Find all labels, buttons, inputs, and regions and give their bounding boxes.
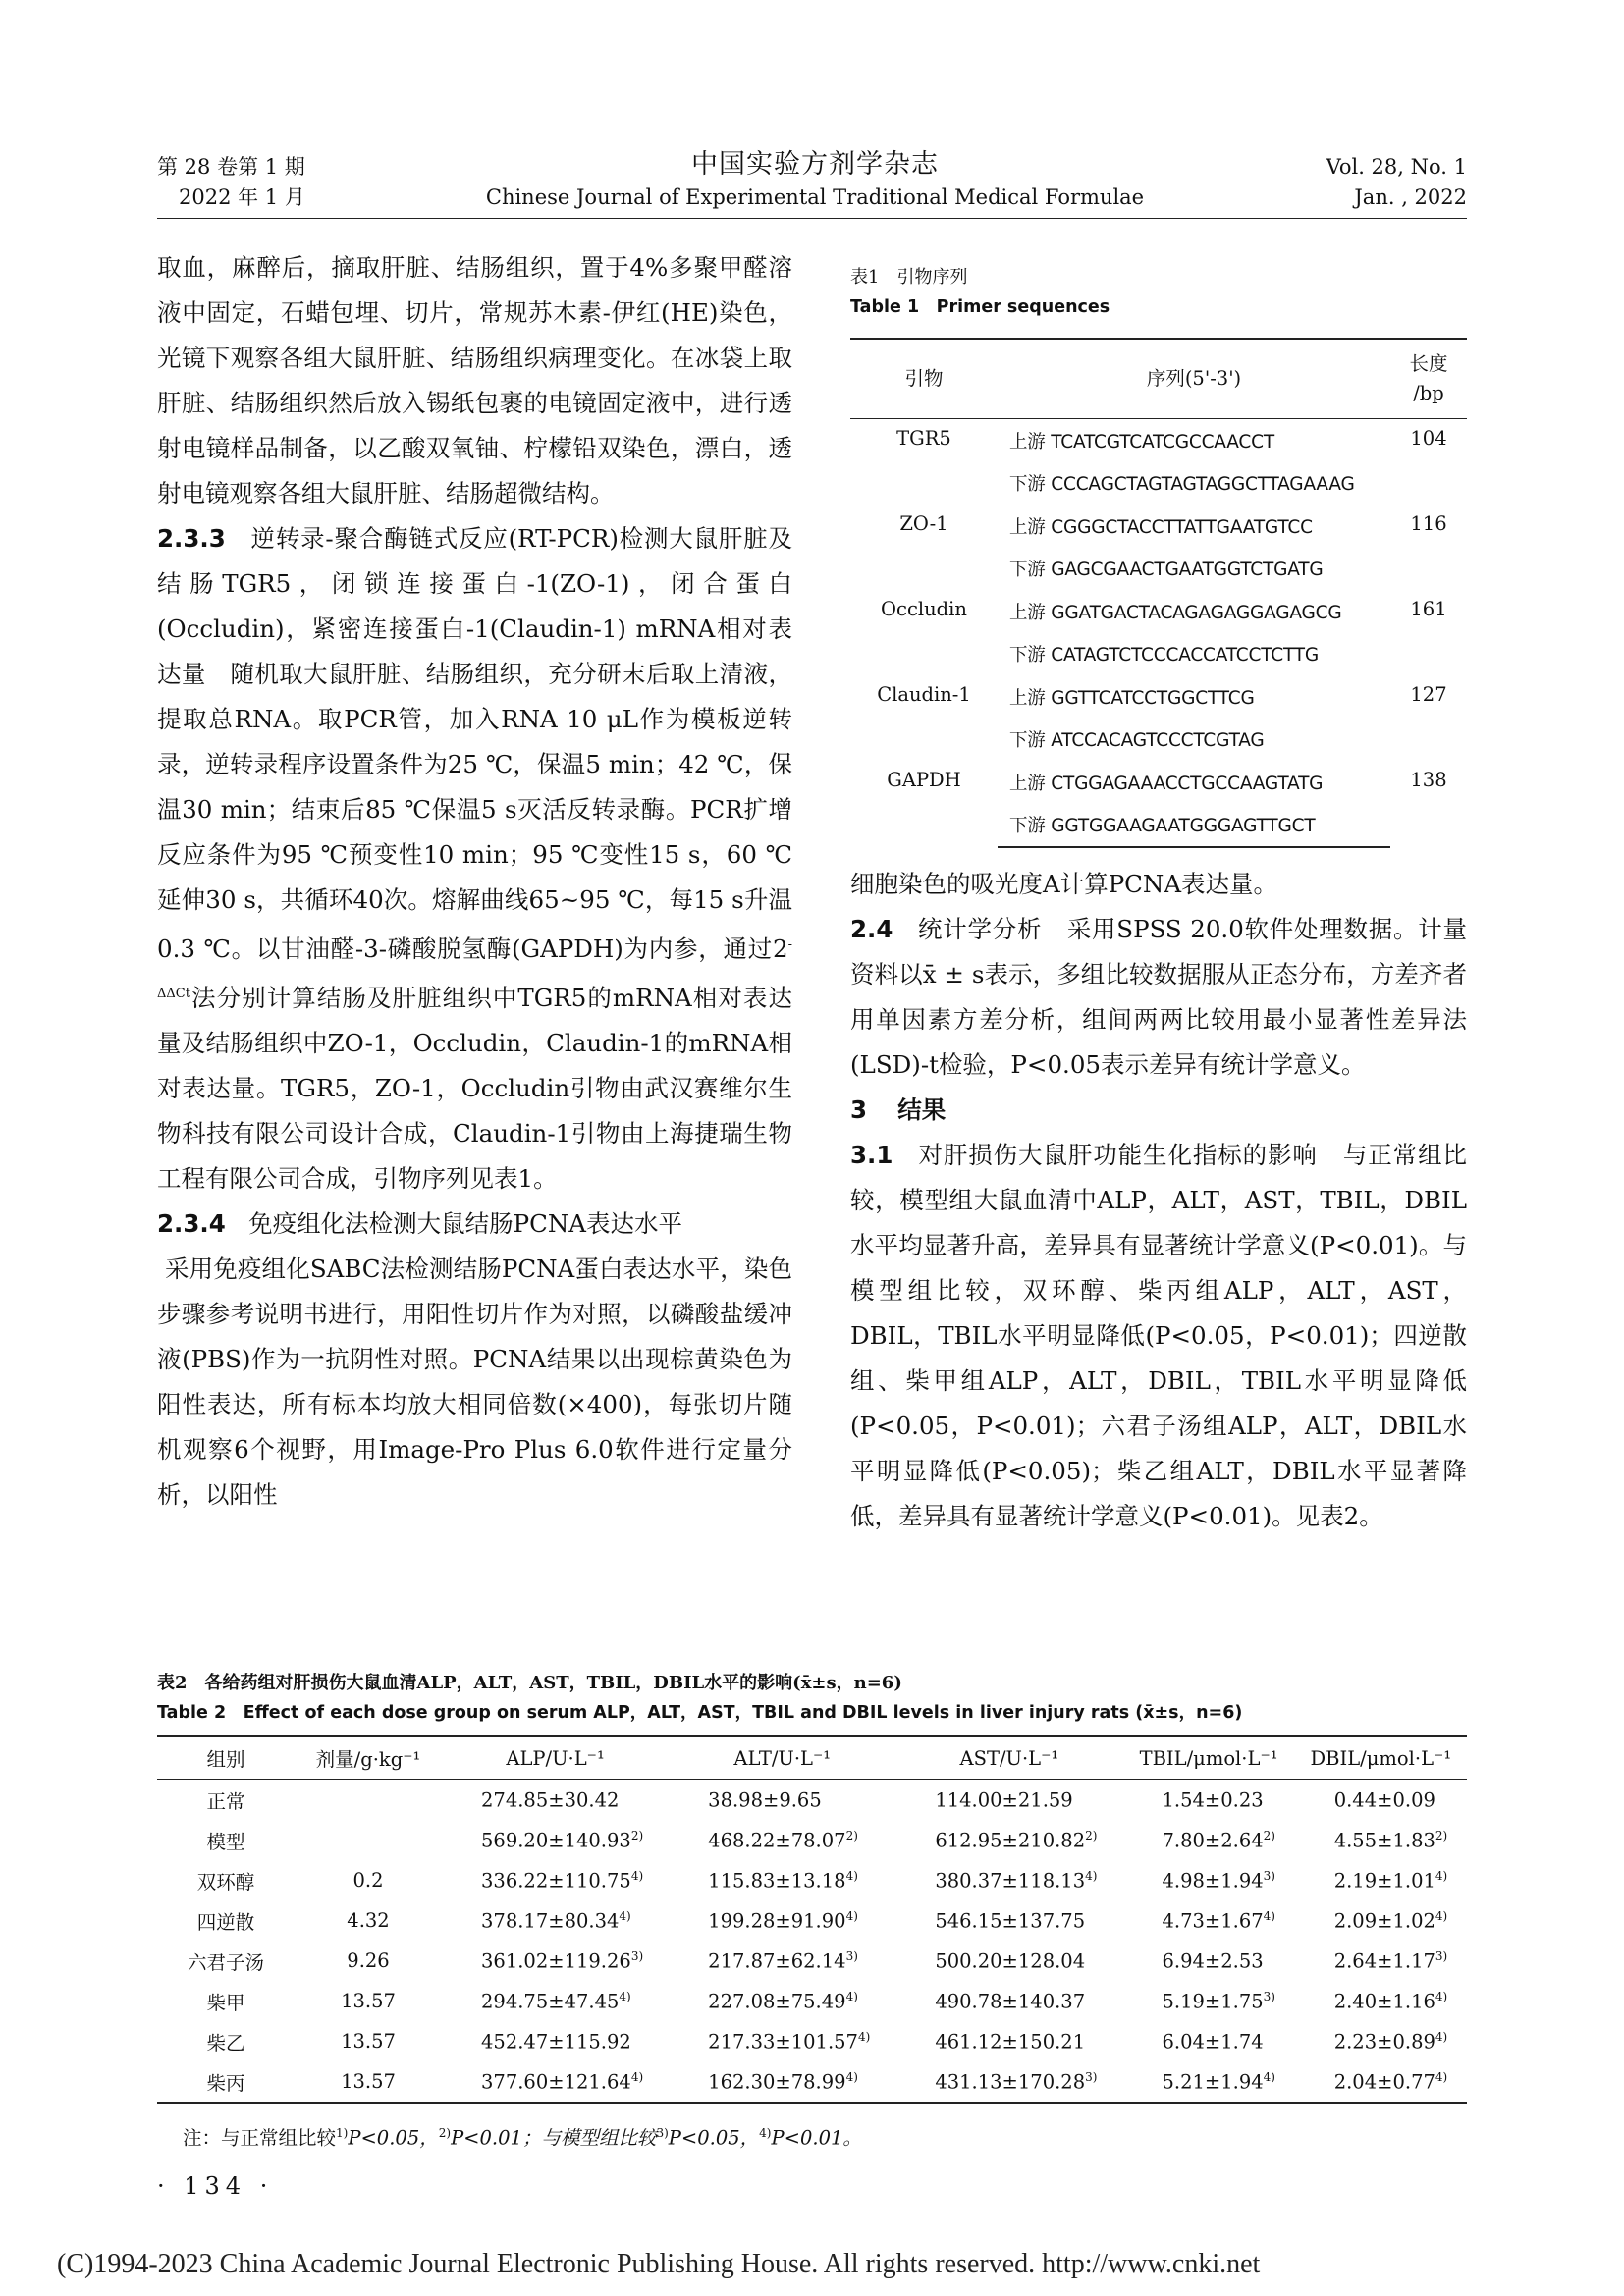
section-body: 采用SPSS 20.0软件处理数据。计量资料以x̄ ± s表示，多组比较数据服从正态分布，方差齐者用单因素方差分析，组间两两比较用最小显著性差异法(LSD)-t检验，P<0.05表示差异有统计学意义。 (850, 915, 1467, 1079)
journal-title-en: Chinese Journal of Experimental Traditional Medical Formulae (485, 186, 1145, 209)
cell-group: 模型 (206, 1830, 245, 1853)
primer-name: Claudin-1 (877, 683, 971, 706)
cell-ast: $380.37\pm 118.13^{4)}$ (935, 1868, 1098, 1893)
cell-tbil: $7.80\pm 2.64^{2)}$ (1162, 1828, 1275, 1852)
cell-group: 柴甲 (206, 1991, 245, 2014)
section-2-3-4-body: 采用免疫组化SABC法检测结肠PCNA蛋白表达水平，染色步骤参考说明书进行，用阳性切片作为对照，以磷酸盐缓冲液(PBS)作为一抗阴性对照。PCNA结果以出现棕黄染色为阳性表达，所有标本均放大相同倍数(×400)，每张切片随机观察6个视野，用Image-Pro Plus 6.0软件进行定量分析，以阳性 (157, 1255, 792, 1510)
table2-row (157, 1860, 1467, 1900)
page-number: · 134 · (157, 2172, 274, 2200)
primer-downstream: 下游 GGTGGAAGAATGGGAGTTGCT (998, 804, 1390, 848)
cell-dose (295, 1780, 442, 1821)
table2-row (157, 1780, 1467, 1821)
cell-ast: 546.15±137.75 (935, 1909, 1086, 1933)
header-volume-en: Vol. 28, No. 1 (1326, 155, 1467, 179)
cell-tbil: 6.04±1.74 (1162, 2030, 1264, 2054)
col-sequence: 序列(5'-3') (998, 339, 1390, 419)
col-alp: ALP/U·L⁻¹ (442, 1736, 669, 1780)
section-number: 2.3.3 (157, 524, 226, 553)
cell-alp: $377.60\pm 121.64^{4)}$ (442, 2061, 669, 2103)
cell-alp: $294.75\pm 47.45^{4)}$ (481, 1989, 631, 2013)
cell-dose: 9.26 (347, 1949, 390, 1972)
cell-dbil: $2.64\pm 1.17^{3)}$ (1333, 1949, 1448, 1973)
cell-alt: $199.28\pm 91.90^{4)}$ (708, 1908, 858, 1933)
section-title: 逆转录-聚合酶链式反应(RT-PCR)检测大鼠肝脏及结肠TGR5，闭锁连接蛋白-1(ZO-1)，闭合蛋白(Occludin)，紧密连接蛋白-1(Claudin-1) mRNA相对表达量 (157, 524, 792, 688)
table1-row (850, 419, 1467, 462)
header-journal (412, 147, 1218, 212)
cell-dose (295, 1820, 442, 1860)
journal-title-cn: 中国实验方剂学杂志 (691, 149, 939, 180)
section-3-1 (850, 1133, 1467, 1539)
cell-group: 双环醇 (196, 1870, 255, 1894)
cell-dose: 13.57 (341, 1990, 396, 2012)
table1-header-row (850, 339, 1467, 419)
table1-row (850, 761, 1467, 804)
cell-ast: 461.12±150.21 (935, 2030, 1086, 2054)
section-number: 3 (850, 1095, 868, 1124)
cell-alp: 452.47±115.92 (481, 2030, 631, 2054)
primer-downstream: 下游 ATCCACAGTCCCTCGTAG (1009, 730, 1265, 752)
cell-dbil: $2.23\pm 0.89^{4)}$ (1333, 2029, 1448, 2054)
cell-dbil: 0.44±0.09 (1333, 1789, 1435, 1812)
table2-row (157, 1820, 1467, 1860)
table1-row (850, 505, 1467, 548)
copyright-footer: (C)1994-2023 China Academic Journal Electronic Publishing House. All rights reserved. http://www.cnki.net (57, 2249, 1261, 2279)
cell-tbil: 6.94±2.53 (1162, 1949, 1264, 1973)
col-primer: 引物 (850, 339, 998, 419)
cell-alt: $217.33\pm 101.57^{4)}$ (708, 2029, 871, 2054)
section-body: 随机取大鼠肝脏、结肠组织，充分研末后取上清液，提取总RNA。取PCR管，加入RNA 10 μL作为模板逆转录，逆转录程序设置条件为25 ℃，保温5 min；42 ℃，保温30 min；结束后85 ℃保温5 s灭活反转录酶。PCR扩增反应条件为95 ℃预变性10 min；95 ℃变性15 s，60 ℃延伸30 s，共循环40次。熔解曲线65~95 ℃，每15 s升温0.3 ℃。以甘油醛-3-磷酸脱氢酶(GAPDH)为内参，通过2 (157, 660, 792, 964)
cell-alt: $227.08\pm 75.49^{4)}$ (708, 1989, 858, 2013)
cell-dbil: $4.55\pm 1.83^{2)}$ (1333, 1828, 1448, 1852)
cell-alt: 38.98±9.65 (708, 1789, 822, 1812)
primer-length: 116 (1410, 512, 1447, 535)
table2-row (157, 1941, 1467, 1981)
cell-alp: 274.85±30.42 (481, 1789, 620, 1812)
primer-upstream: 上游 GGTTCATCCTGGCTTCG (1009, 687, 1255, 709)
primer-downstream: 下游 CCCAGCTAGTAGTAGGCTTAGAAAG (1009, 474, 1355, 496)
primer-upstream: 上游 GGATGACTACAGAGAGGAGAGCG (1009, 602, 1342, 623)
table1-caption (850, 263, 1110, 322)
primer-length: 127 (1410, 683, 1447, 706)
table1-caption-en: Table 1 Primer sequences (850, 297, 1110, 317)
section-body: 与正常组比较，模型组大鼠血清中ALP，ALT，AST，TBIL，DBIL水平均显著升高，差异具有显著统计学意义(P<0.01)。与模型组比较，双环醇、柴丙组ALP，ALT，AST，DBIL，TBIL水平明显降低(P<0.05，P<0.01)；四逆散组、柴甲组ALP，ALT，DBIL，TBIL水平明显降低(P<0.05，P<0.01)；六君子汤组ALP，ALT，DBIL水平明显降低(P<0.05)；柴乙组ALT，DBIL水平显著降低，差异具有显著统计学意义(P<0.01)。见表2。 (850, 1141, 1467, 1530)
header-issue-en (1326, 152, 1467, 213)
cell-group: 四逆散 (196, 1910, 255, 1934)
formula-superscript: -ΔΔCt (157, 937, 792, 1002)
col-dbil: DBIL/μmol·L⁻¹ (1295, 1736, 1467, 1780)
table1-row (850, 590, 1467, 633)
cell-ast: $612.95\pm 210.82^{2)}$ (935, 1828, 1098, 1852)
cell-dbil: $2.19\pm 1.01^{4)}$ (1333, 1868, 1448, 1893)
section-3-heading (850, 1088, 1467, 1133)
table1-row (850, 675, 1467, 719)
cell-dose: 4.32 (347, 1909, 390, 1932)
cell-alt: $468.22\pm 78.07^{2)}$ (708, 1828, 858, 1852)
cell-group: 正常 (206, 1789, 245, 1813)
primer-name: Occludin (881, 598, 967, 620)
section-number: 2.3.4 (157, 1209, 226, 1239)
primer-downstream: 下游 CATAGTCTCCCACCATCCTCTTG (1009, 645, 1319, 667)
section-title: 对肝损伤大鼠肝功能生化指标的影响 (918, 1141, 1318, 1169)
table2-caption (157, 1669, 1242, 1728)
primer-upstream: 上游 CTGGAGAAACCTGCCAAGTATG (1009, 773, 1324, 794)
cell-dose: 13.57 (295, 2061, 442, 2103)
cell-tbil: $5.21\pm 1.94^{4)}$ (1122, 2061, 1294, 2103)
cell-dose: 13.57 (341, 2030, 396, 2053)
cell-ast: $431.13\pm 170.28^{3)}$ (895, 2061, 1122, 2103)
col-group: 组别 (157, 1736, 295, 1780)
right-column (850, 862, 1467, 1539)
cell-tbil: $4.73\pm 1.67^{4)}$ (1162, 1908, 1275, 1933)
section-number: 3.1 (850, 1141, 893, 1169)
section-title: 结果 (897, 1095, 947, 1124)
paragraph-methods-he: 取血，麻醉后，摘取肝脏、结肠组织，置于4%多聚甲醛溶液中固定，石蜡包埋、切片，常规苏木素-伊红(HE)染色，光镜下观察各组大鼠肝脏、结肠组织病理变化。在冰袋上取肝脏、结肠组织然后放入锡纸包裹的电镜固定液中，进行透射电镜样品制备，以乙酸双氧铀、柠檬铅双染色，漂白，透射电镜观察各组大鼠肝脏、结肠超微结构。 (157, 253, 792, 507)
primer-upstream: 上游 TCATCGTCATCGCCAACCT (1009, 431, 1274, 453)
primer-name: ZO-1 (899, 512, 948, 535)
section-2-3-4-heading (157, 1201, 792, 1247)
col-tbil: TBIL/μmol·L⁻¹ (1122, 1736, 1294, 1780)
paragraph-continued: 细胞染色的吸光度A计算PCNA表达量。 (850, 870, 1278, 898)
table1-caption-cn: 表1 引物序列 (850, 267, 968, 288)
table2-row (157, 1900, 1467, 1941)
cell-ast: 114.00±21.59 (935, 1789, 1073, 1812)
cell-ast: 490.78±140.37 (935, 1990, 1086, 2013)
cell-dbil: $2.04\pm 0.77^{4)}$ (1295, 2061, 1467, 2103)
cell-group: 柴丙 (157, 2061, 295, 2103)
primer-name: TGR5 (896, 427, 951, 450)
table2-liver-function (157, 1735, 1467, 2104)
left-column (157, 245, 792, 1518)
cell-group: 六君子汤 (187, 1950, 264, 1974)
cell-dose: 0.2 (352, 1869, 384, 1892)
header-issue (157, 152, 305, 213)
primer-length: 138 (1410, 769, 1447, 791)
section-number: 2.4 (850, 915, 893, 943)
col-alt: ALT/U·L⁻¹ (669, 1736, 895, 1780)
primer-length: 161 (1410, 598, 1447, 620)
primer-upstream: 上游 CGGGCTACCTTATTGAATGTCC (1009, 516, 1313, 538)
cell-ast: 500.20±128.04 (935, 1949, 1086, 1973)
col-ast: AST/U·L⁻¹ (895, 1736, 1122, 1780)
cell-alt: $115.83\pm 13.18^{4)}$ (708, 1868, 858, 1893)
cell-alt: $162.30\pm 78.99^{4)}$ (669, 2061, 895, 2103)
primer-name: GAPDH (887, 769, 961, 791)
table2-caption-en: Table 2 Effect of each dose group on serum ALP，ALT，AST，TBIL and DBIL levels in liver injury rats (x̄±s，n=6) (157, 1703, 1243, 1723)
cell-alt: $217.87\pm 62.14^{3)}$ (708, 1949, 858, 1973)
section-2-4 (850, 907, 1467, 1088)
cell-tbil: 1.54±0.23 (1162, 1789, 1264, 1812)
cell-alp: $336.22\pm 110.75^{4)}$ (481, 1868, 644, 1893)
col-dose: 剂量/g·kg⁻¹ (295, 1736, 442, 1780)
cell-tbil: $5.19\pm 1.75^{3)}$ (1162, 1989, 1275, 2013)
section-2-3-3 (157, 516, 792, 1201)
primer-length: 104 (1410, 427, 1447, 450)
table1-primers (850, 338, 1467, 848)
section-title: 免疫组化法检测大鼠结肠PCNA表达水平 (248, 1209, 683, 1239)
cell-group: 柴乙 (206, 2031, 245, 2055)
header-volume: 第 28 卷第 1 期 (157, 155, 305, 179)
section-title: 统计学分析 (918, 915, 1043, 943)
cell-alp: $569.20\pm 140.93^{2)}$ (481, 1828, 644, 1852)
section-body-cont: 法分别计算结肠及肝脏组织中TGR5的mRNA相对表达量及结肠组织中ZO-1，Occludin，Claudin-1的mRNA相对表达量。TGR5，ZO-1，Occludin引物由武汉赛维尔生物科技有限公司设计合成，Claudin-1引物由上海捷瑞生物工程有限公司合成，引物序列见表1。 (157, 984, 792, 1194)
primer-downstream: 下游 GAGCGAACTGAATGGTCTGATG (1009, 560, 1324, 581)
cell-dbil: $2.09\pm 1.02^{4)}$ (1333, 1908, 1448, 1933)
cell-alp: $378.17\pm 80.34^{4)}$ (481, 1908, 631, 1933)
col-length: 长度 /bp (1390, 339, 1467, 419)
table2-caption-cn: 表2 各给药组对肝损伤大鼠血清ALP，ALT，AST，TBIL，DBIL水平的影响(x̄±s，n=6) (157, 1673, 902, 1693)
header-date-en: Jan. , 2022 (1354, 186, 1467, 209)
table2-row (157, 2021, 1467, 2061)
table2-row (157, 2061, 1467, 2103)
table2-note: 注：与正常组比较$^{1)}$P<0.05，$^{2)}$P<0.01；与模型组比较$^{3)}$P<0.05，$^{4)}$P<0.01。 (183, 2126, 862, 2150)
table2-header-row (157, 1736, 1467, 1780)
header-date: 2022 年 1 月 (179, 186, 305, 209)
cell-alp: $361.02\pm 119.26^{3)}$ (481, 1949, 644, 1973)
header-rule (157, 218, 1467, 219)
table2-row (157, 1981, 1467, 2021)
cell-dbil: $2.40\pm 1.16^{4)}$ (1333, 1989, 1448, 2013)
cell-tbil: $4.98\pm 1.94^{3)}$ (1162, 1868, 1275, 1893)
